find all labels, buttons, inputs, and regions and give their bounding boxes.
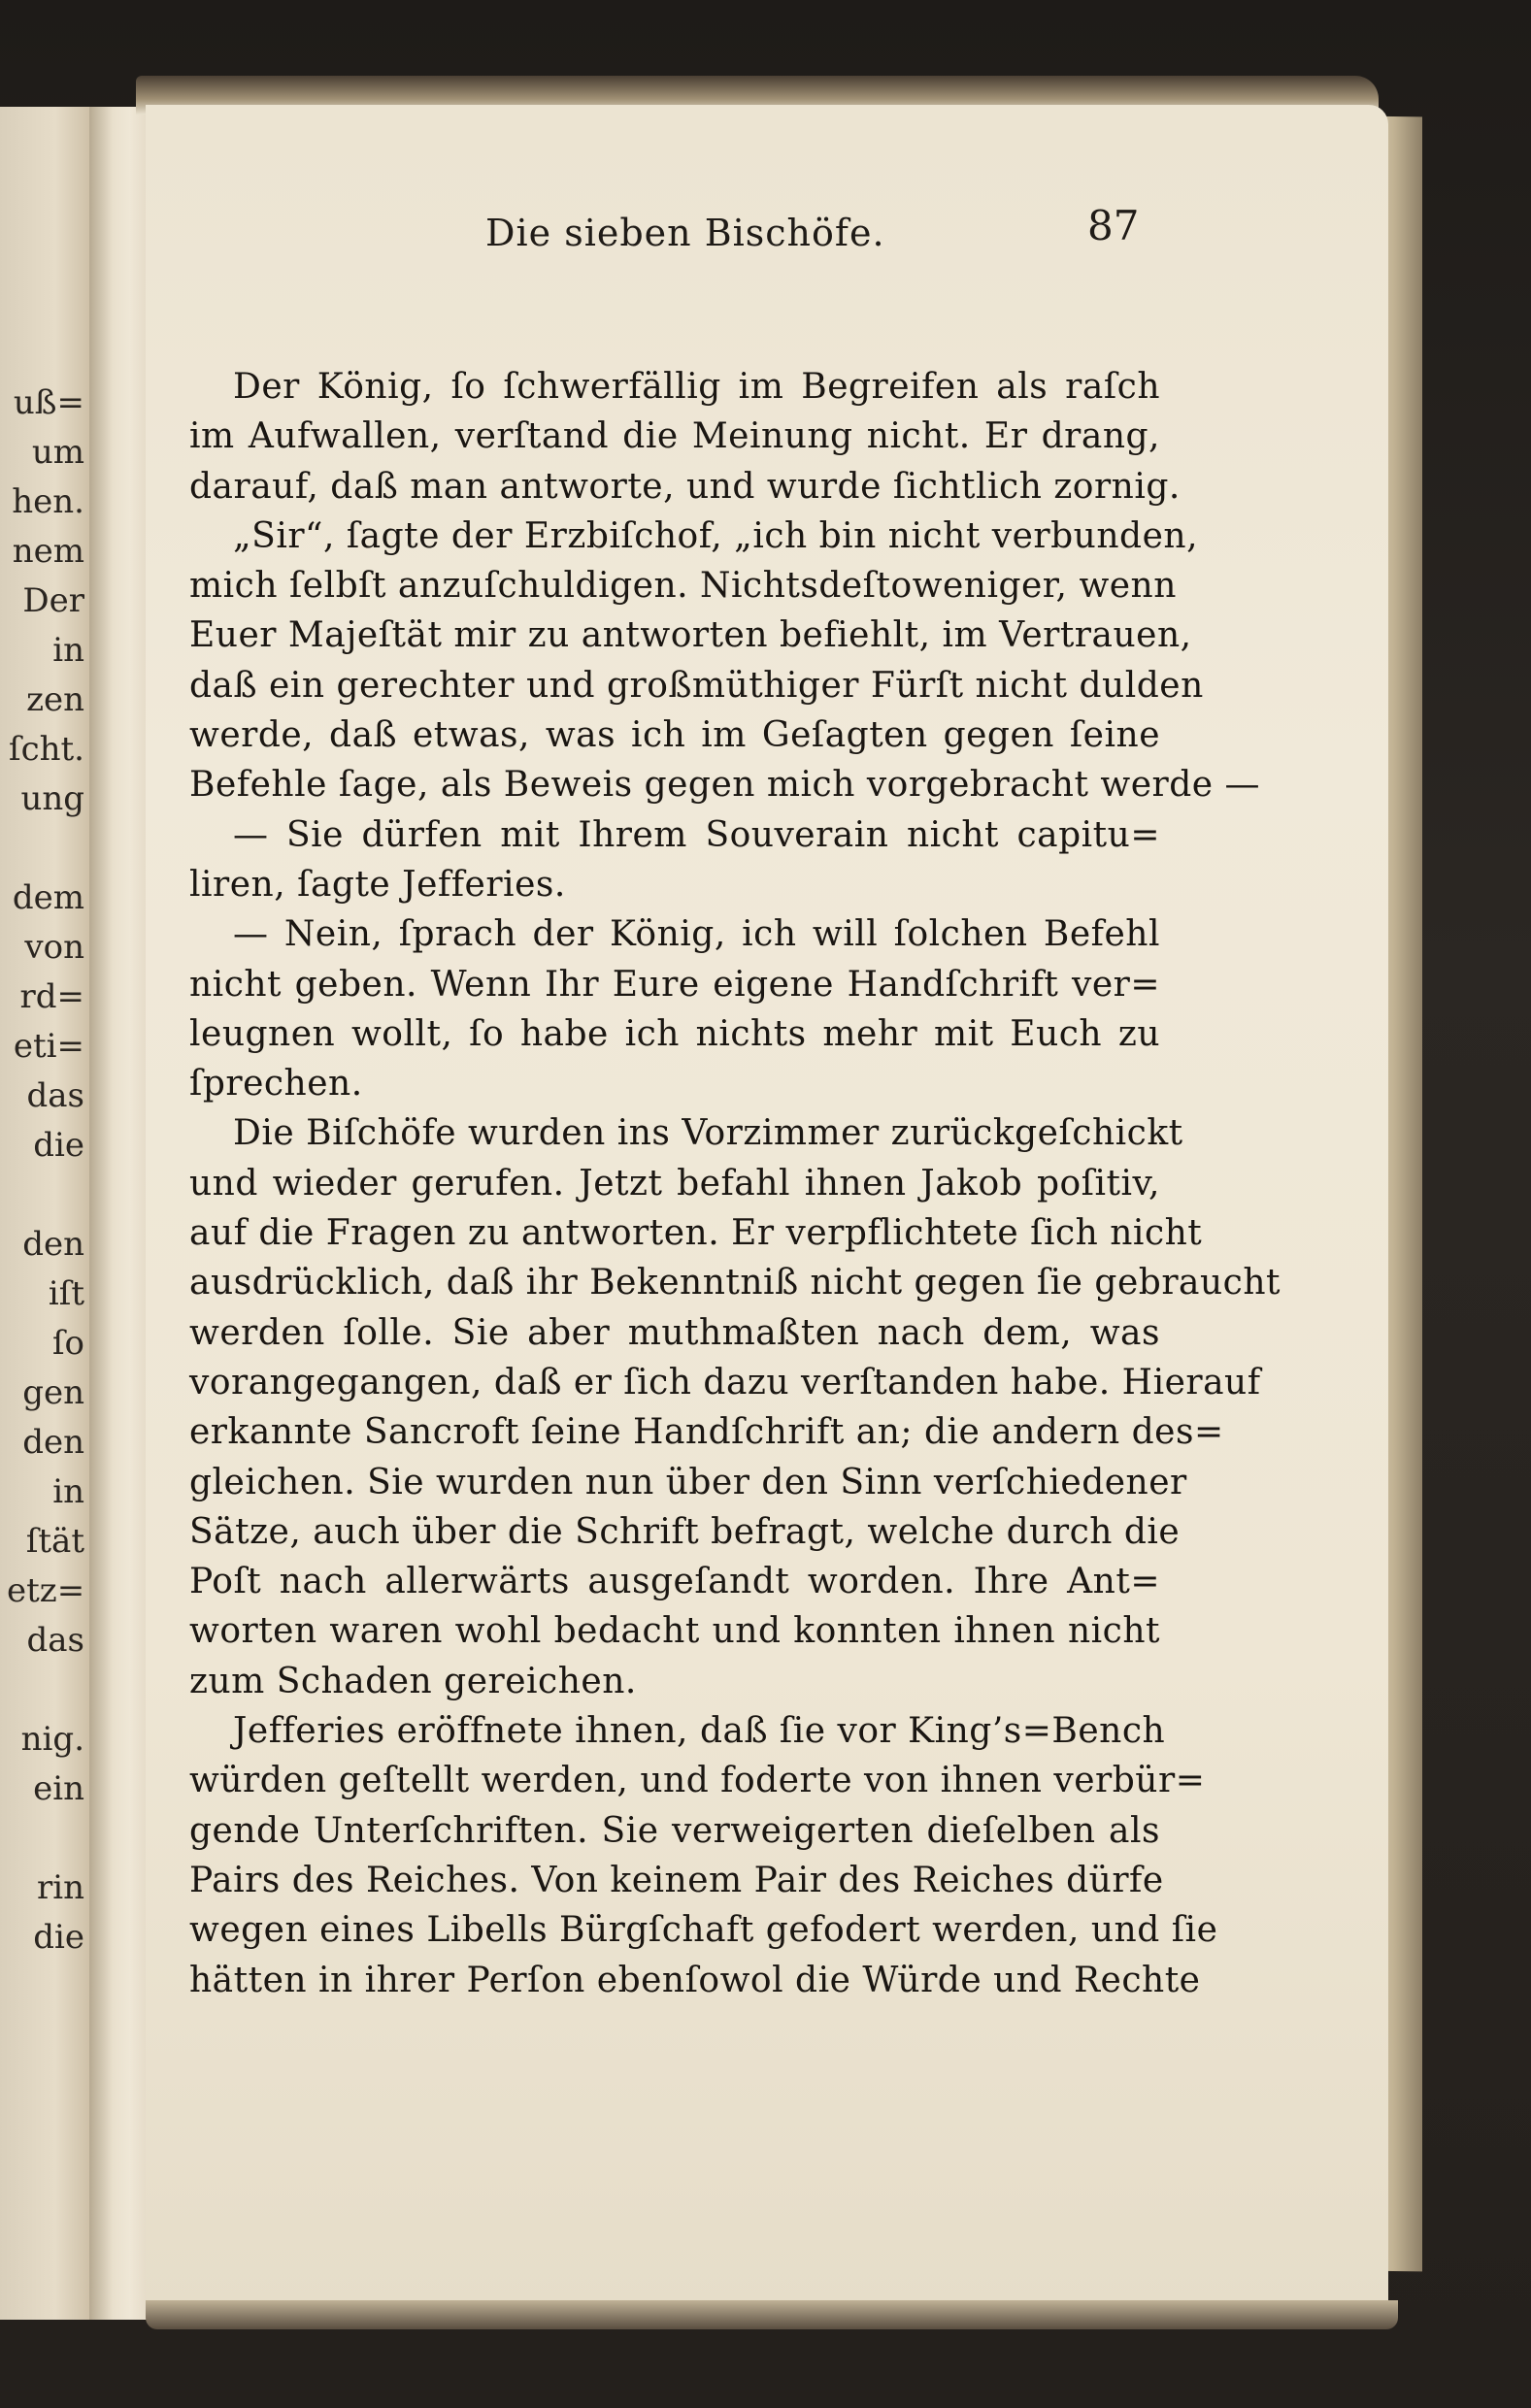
text-line: — Sie dürfen mit Ihrem Souverain nicht capitu= (233, 814, 1160, 855)
left-fragment: den (22, 1225, 84, 1264)
left-fragment (7, 1666, 84, 1715)
text-line: gleichen. Sie wurden nun über den Sinn verſchiedener (189, 1462, 1187, 1502)
left-fragment: ſo (51, 1324, 84, 1363)
left-fragment: in (52, 1472, 84, 1511)
left-fragment: die (33, 1126, 84, 1165)
left-fragment: nig. (20, 1720, 84, 1759)
text-line: vorangegangen, daß er ſich dazu verſtanden habe. Hierauf (189, 1362, 1261, 1402)
left-fragment (7, 824, 84, 874)
text-line: ausdrücklich, daß ihr Bekenntniß nicht gegen ſie gebraucht (189, 1263, 1281, 1303)
body-text (189, 362, 1281, 2005)
text-line: worten waren wohl bedacht und konnten ihnen nicht (189, 1611, 1160, 1652)
left-page-text-fragments (7, 379, 84, 1963)
left-fragment: das (26, 1076, 84, 1115)
left-fragment: Der (22, 581, 84, 620)
left-fragment: hen. (12, 482, 84, 521)
page-number: 87 (1087, 202, 1140, 249)
left-fragment: von (24, 928, 84, 967)
left-fragment: ſtät (25, 1522, 84, 1561)
text-line: darauf, daß man antworte, und wurde ſichtlich zornig. (189, 466, 1181, 507)
text-line: im Aufwallen, verſtand die Meinung nicht. Er drang, (189, 416, 1160, 457)
left-fragment: nem (12, 532, 84, 571)
left-fragment (7, 1814, 84, 1864)
left-fragment: das (26, 1621, 84, 1660)
left-fragment: zen (26, 680, 84, 719)
left-fragment: um (31, 433, 84, 472)
text-line: auf die Fragen zu antworten. Er verpflichtete ſich nicht (189, 1213, 1203, 1254)
text-line: Der König, ſo ſchwerfällig im Begreifen als raſch (233, 367, 1160, 407)
left-fragment: eti= (13, 1027, 84, 1066)
left-fragment: rd= (19, 977, 84, 1016)
text-line: Jefferies eröffnete ihnen, daß ſie vor King’s=Bench (233, 1711, 1166, 1752)
text-line: Sätze, auch über die Schrift befragt, welche durch die (189, 1511, 1181, 1552)
left-fragment: ſcht. (9, 730, 84, 769)
left-fragment: iſt (48, 1274, 84, 1313)
page-bottom-edge (146, 2300, 1398, 2329)
text-line: werde, daß etwas, was ich im Geſagten gegen ſeine (189, 715, 1160, 756)
text-line: Pairs des Reiches. Von keinem Pair des Reiches dürfe (189, 1860, 1164, 1900)
text-line: wegen eines Libells Bürgſchaft gefodert werden, und ſie (189, 1910, 1218, 1951)
text-line: würden geſtellt werden, und foderte von ihnen verbür= (189, 1761, 1206, 1801)
text-line: „Sir“, ſagte der Erzbiſchof, „ich bin nicht verbunden, (233, 515, 1199, 556)
text-line: hätten in ihrer Perſon ebenſowol die Würde und Rechte (189, 1960, 1201, 2000)
right-page (146, 105, 1388, 2310)
text-line: Die Biſchöfe wurden ins Vorzimmer zurückgeſchickt (233, 1113, 1183, 1154)
text-line: ſprechen. (189, 1064, 363, 1105)
text-line: — Nein, ſprach der König, ich will ſolchen Befehl (233, 914, 1160, 955)
text-line: leugnen wollt, ſo habe ich nichts mehr mit Euch zu (189, 1013, 1160, 1054)
left-fragment: dem (12, 878, 84, 917)
left-fragment: in (52, 631, 84, 670)
text-line: zum Schaden gereichen. (189, 1661, 637, 1701)
text-line: werden ſolle. Sie aber muthmaßten nach dem, was (189, 1312, 1160, 1353)
left-fragment: den (22, 1423, 84, 1462)
text-line: daß ein gerechter und großmüthiger Fürſt nicht dulden (189, 665, 1204, 706)
text-line: liren, ſagte Jefferies. (189, 864, 566, 905)
left-fragment: etz= (7, 1571, 85, 1610)
left-fragment: ein (33, 1769, 84, 1808)
left-fragment: die (33, 1918, 84, 1957)
left-fragment (7, 1171, 84, 1220)
left-fragment: rin (36, 1868, 84, 1907)
text-line: Euer Majeſtät mir zu antworten befiehlt, im Vertrauen, (189, 615, 1192, 656)
text-line: erkannte Sancroft ſeine Handſchrift an; die andern des= (189, 1412, 1224, 1453)
text-line: und wieder gerufen. Jetzt befahl ihnen Jakob poſitiv, (189, 1163, 1160, 1204)
left-fragment: ung (20, 779, 84, 818)
text-line: mich ſelbſt anzuſchuldigen. Nichtsdeſtoweniger, wenn (189, 566, 1177, 607)
text-line: Poſt nach allerwärts ausgeſandt worden. Ihre Ant= (189, 1562, 1160, 1602)
running-title: Die sieben Bischöfe. (485, 212, 885, 254)
text-line: nicht geben. Wenn Ihr Eure eigene Handſchrift ver= (189, 964, 1160, 1005)
text-line: Befehle ſage, als Beweis gegen mich vorgebracht werde — (189, 765, 1260, 806)
left-page (0, 107, 92, 2320)
text-line: gende Unterſchriften. Sie verweigerten dieſelben als (189, 1810, 1160, 1851)
left-fragment: gen (22, 1373, 84, 1412)
left-fragment: uß= (13, 383, 84, 422)
